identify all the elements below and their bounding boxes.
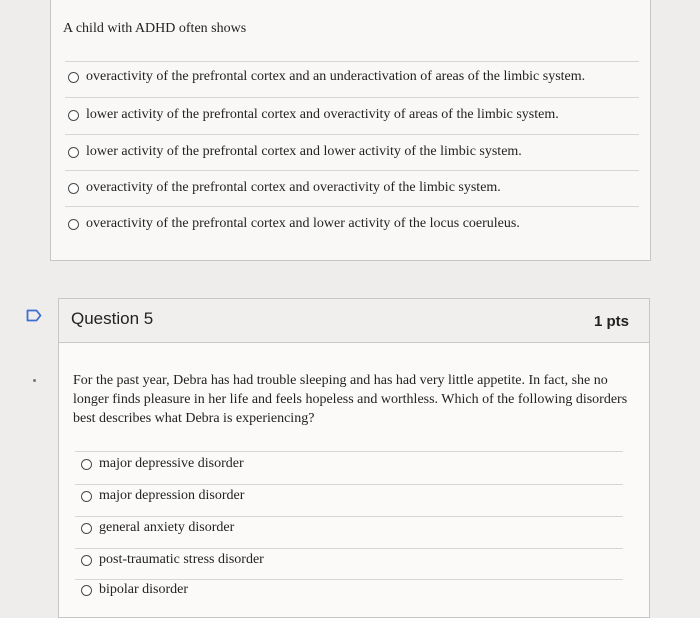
- q5-option-4-label: post-traumatic stress disorder: [99, 552, 264, 567]
- bullet-dot: [33, 379, 36, 382]
- q4-option-3-label: lower activity of the prefrontal cortex and lower activity of the limbic system.: [86, 144, 522, 159]
- q4-option-2-label: lower activity of the prefrontal cortex and overactivity of areas of the limbic system.: [86, 107, 559, 122]
- q4-option-3[interactable]: [68, 143, 522, 161]
- q4-option-4[interactable]: [68, 179, 501, 197]
- radio-unchecked-icon[interactable]: [81, 555, 92, 566]
- radio-unchecked-icon[interactable]: [68, 110, 79, 121]
- q5-option-1-label: major depressive disorder: [99, 456, 244, 471]
- divider: [65, 97, 639, 98]
- q5-option-1[interactable]: [81, 455, 244, 473]
- q5-option-2[interactable]: [81, 487, 244, 505]
- divider: [65, 61, 639, 62]
- q5-option-3[interactable]: [81, 519, 234, 537]
- question-5-points: 1 pts: [593, 313, 629, 330]
- radio-unchecked-icon[interactable]: [81, 523, 92, 534]
- q4-option-5[interactable]: [68, 215, 520, 233]
- q4-option-1[interactable]: [68, 68, 585, 86]
- question-5-prompt-line-3: best describes what Debra is experiencing?: [73, 411, 315, 426]
- radio-unchecked-icon[interactable]: [81, 585, 92, 596]
- question-5-card: [58, 298, 650, 618]
- divider: [75, 451, 623, 452]
- flag-outline-icon[interactable]: [26, 309, 42, 322]
- divider: [75, 516, 623, 517]
- divider: [75, 579, 623, 580]
- question-5-prompt-line-1: For the past year, Debra has had trouble sleeping and has had very little appetite. In fact, she no: [73, 373, 608, 388]
- question-4-card: [50, 0, 651, 261]
- q4-option-4-label: overactivity of the prefrontal cortex and overactivity of the limbic system.: [86, 180, 501, 195]
- divider: [65, 206, 639, 207]
- question-4-prompt: A child with ADHD often shows: [63, 21, 247, 36]
- q4-option-5-label: overactivity of the prefrontal cortex and lower activity of the locus coeruleus.: [86, 216, 520, 231]
- q4-option-2[interactable]: [68, 106, 559, 124]
- radio-unchecked-icon[interactable]: [81, 491, 92, 502]
- divider: [65, 134, 639, 135]
- q5-option-5[interactable]: [81, 581, 188, 599]
- radio-unchecked-icon[interactable]: [81, 459, 92, 470]
- q5-option-3-label: general anxiety disorder: [99, 520, 235, 535]
- divider: [65, 170, 639, 171]
- q5-option-5-label: bipolar disorder: [99, 582, 189, 597]
- q5-option-4[interactable]: [81, 551, 264, 569]
- divider: [75, 548, 623, 549]
- question-5-title: Question 5: [71, 309, 154, 328]
- radio-unchecked-icon[interactable]: [68, 147, 79, 158]
- q5-option-2-label: major depression disorder: [99, 488, 245, 503]
- radio-unchecked-icon[interactable]: [68, 219, 79, 230]
- question-5-prompt-line-2: longer finds pleasure in her life and feels hopeless and worthless. Which of the following disorders: [73, 392, 628, 407]
- radio-unchecked-icon[interactable]: [68, 183, 79, 194]
- q4-option-1-label: overactivity of the prefrontal cortex and an underactivation of areas of the limbic system.: [86, 69, 586, 84]
- question-5-header: [59, 299, 649, 343]
- radio-unchecked-icon[interactable]: [68, 72, 79, 83]
- divider: [75, 484, 623, 485]
